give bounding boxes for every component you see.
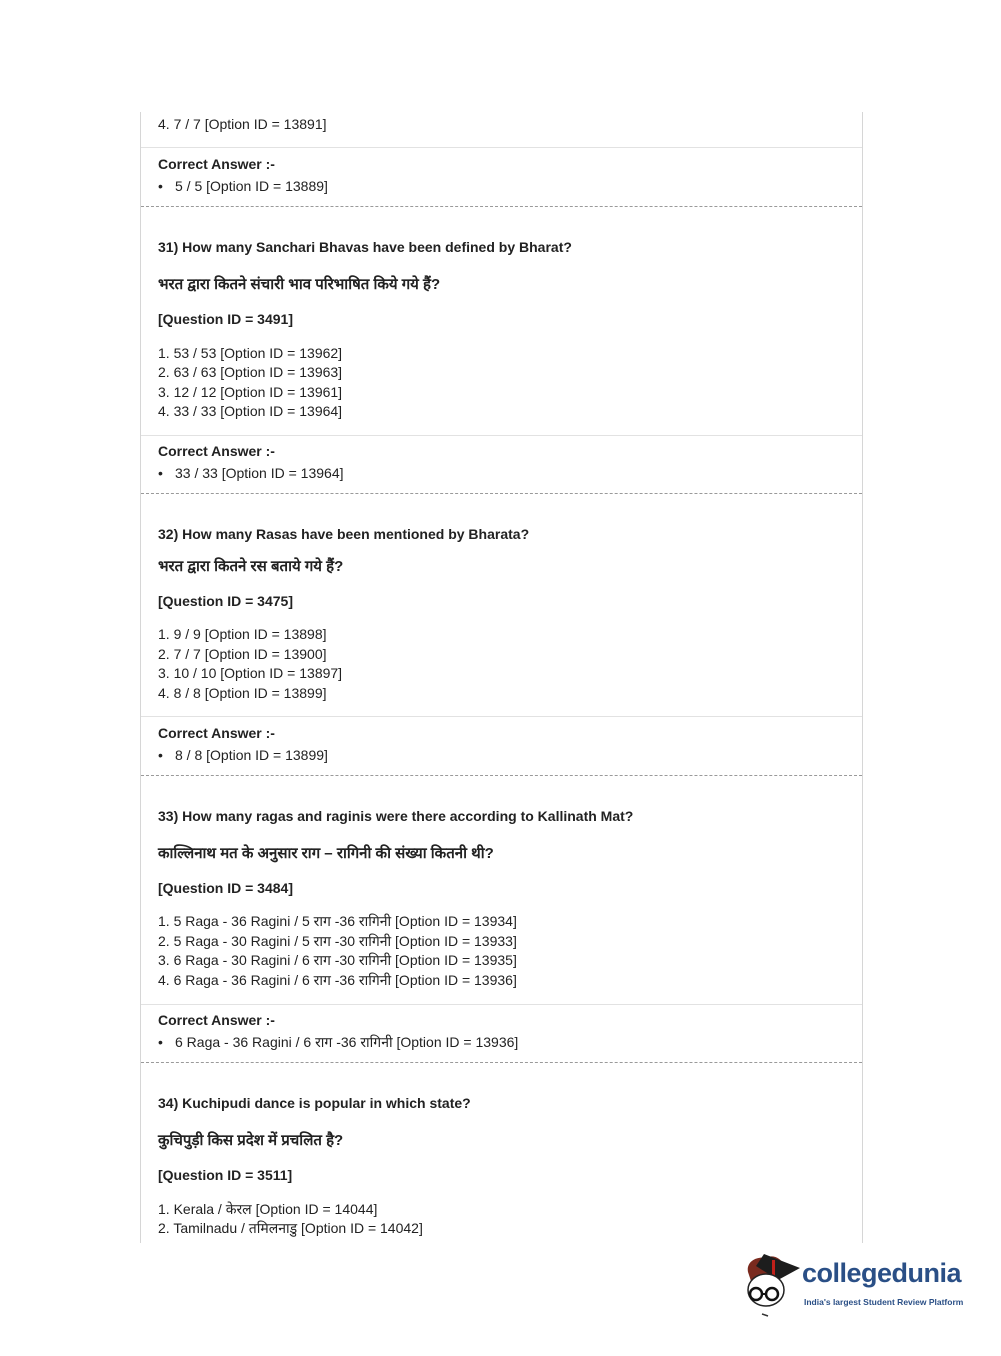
correct-answer: • 5 / 5 [Option ID = 13889] (158, 177, 328, 195)
question-id: [Question ID = 3511] (158, 1167, 293, 1183)
option: 2. 7 / 7 [Option ID = 13900] (158, 646, 327, 662)
question-hindi: भरत द्वारा कितने रस बताये गये हैं? (158, 558, 344, 575)
option: 4. 33 / 33 [Option ID = 13964] (158, 403, 343, 419)
question-divider (141, 493, 862, 494)
question-hindi: भरत द्वारा कितने संचारी भाव परिभाषित किये गये हैं? (158, 276, 441, 293)
option: 2. 5 Raga - 30 Ragini / 5 राग -30 रागिनी [Option ID = 13933] (158, 933, 517, 949)
question-hindi: काल्लिनाथ मत के अनुसार राग – रागिनी की संख्या कितनी थी? (158, 845, 494, 862)
question-id: [Question ID = 3491] (158, 311, 293, 327)
option: 2. 63 / 63 [Option ID = 13963] (158, 364, 343, 380)
option: 3. 12 / 12 [Option ID = 13961] (158, 384, 343, 400)
option: 4. 7 / 7 [Option ID = 13891] (158, 116, 327, 132)
option: 1. 9 / 9 [Option ID = 13898] (158, 626, 327, 642)
question-divider (141, 775, 862, 776)
option: 1. 5 Raga - 36 Ragini / 5 राग -36 रागिनी [Option ID = 13934] (158, 913, 517, 929)
divider (141, 716, 862, 717)
question-divider (141, 1062, 862, 1063)
option: 2. Tamilnadu / तमिलनाडु [Option ID = 14042] (158, 1220, 423, 1236)
option: 3. 6 Raga - 30 Ragini / 6 राग -30 रागिनी [Option ID = 13935] (158, 952, 517, 968)
option: 4. 8 / 8 [Option ID = 13899] (158, 685, 327, 701)
question-title: 34) Kuchipudi dance is popular in which state? (158, 1095, 471, 1111)
question-hindi: कुचिपुड़ी किस प्रदेश में प्रचलित है? (158, 1132, 344, 1149)
correct-answer-label: Correct Answer :- (158, 156, 275, 172)
correct-answer: • 33 / 33 [Option ID = 13964] (158, 464, 344, 482)
option: 1. 53 / 53 [Option ID = 13962] (158, 345, 343, 361)
student-mascot-icon (742, 1250, 802, 1320)
divider (141, 147, 862, 148)
question-title: 32) How many Rasas have been mentioned by Bharata? (158, 526, 530, 542)
logo-tagline: India's largest Student Review Platform (804, 1297, 964, 1307)
option: 4. 6 Raga - 36 Ragini / 6 राग -36 रागिनी [Option ID = 13936] (158, 972, 517, 988)
option: 3. 10 / 10 [Option ID = 13897] (158, 665, 343, 681)
question-paper (140, 112, 863, 1243)
option: 1. Kerala / केरल [Option ID = 14044] (158, 1201, 378, 1217)
correct-answer-label: Correct Answer :- (158, 725, 275, 741)
logo-brand: collegedunia (802, 1258, 962, 1288)
collegedunia-logo (742, 1250, 972, 1320)
divider (141, 435, 862, 436)
correct-answer: • 8 / 8 [Option ID = 13899] (158, 746, 328, 764)
question-title: 33) How many ragas and raginis were there according to Kallinath Mat? (158, 808, 634, 824)
correct-answer: • 6 Raga - 36 Ragini / 6 राग -36 रागिनी [Option ID = 13936] (158, 1033, 518, 1051)
question-divider (141, 206, 862, 207)
divider (141, 1004, 862, 1005)
correct-answer-label: Correct Answer :- (158, 1012, 275, 1028)
question-id: [Question ID = 3484] (158, 880, 293, 896)
question-id: [Question ID = 3475] (158, 593, 293, 609)
correct-answer-label: Correct Answer :- (158, 443, 275, 459)
question-title: 31) How many Sanchari Bhavas have been defined by Bharat? (158, 239, 572, 255)
